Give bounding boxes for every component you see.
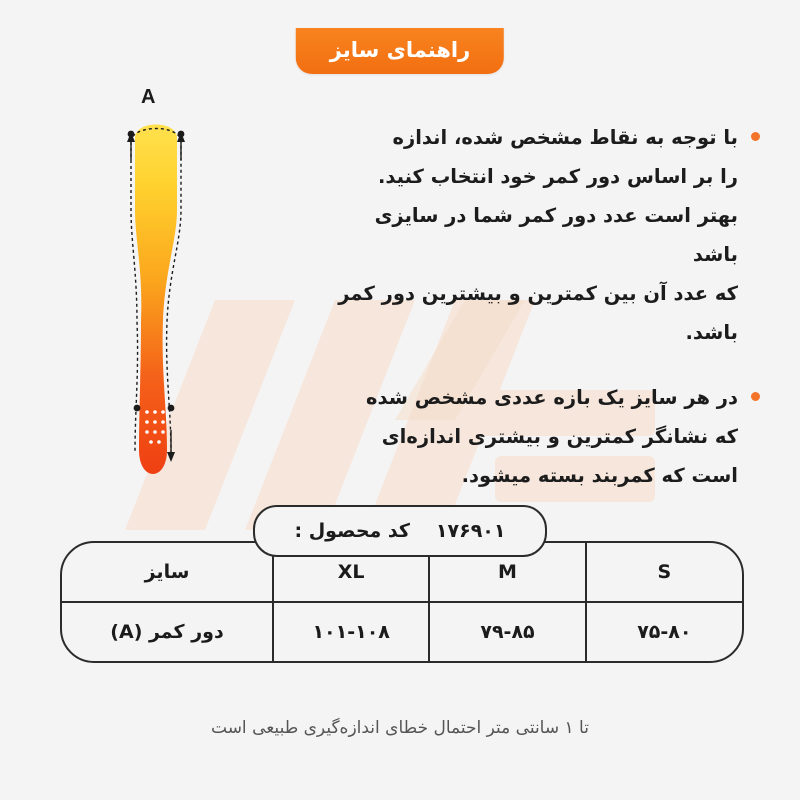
- bullet-1-line-5: باشد.: [685, 321, 738, 344]
- bullet-1-line-1: با توجه به نقاط مشخص شده، اندازه: [392, 126, 738, 149]
- instructions-list: [334, 118, 764, 521]
- bullet-1-line-3: بهتر است عدد دور کمر شما در سایزی باشد: [374, 204, 738, 266]
- measure-point-label-a: A: [141, 86, 156, 108]
- bullet-1-line-4: که عدد آن بین کمترین و بیشترین دور کمر: [338, 282, 738, 305]
- waist-row-label: دور کمر (A): [62, 602, 273, 661]
- bullet-2-line-2: که نشانگر کمترین و بیشتری اندازه‌ای: [381, 425, 738, 448]
- waist-value-m: ۷۹-۸۵: [429, 602, 585, 661]
- belt-shape-icon: [95, 90, 225, 510]
- list-item: [334, 378, 764, 495]
- size-header-label: سایز: [62, 543, 273, 602]
- waist-value-xl: ۱۰۱-۱۰۸: [273, 602, 429, 661]
- table-row: [62, 602, 742, 661]
- bullet-1-line-2: را بر اساس دور کمر خود انتخاب کنید.: [377, 165, 738, 188]
- belt-illustration: [95, 86, 225, 510]
- size-header-m: M: [429, 543, 585, 602]
- size-table: [60, 541, 744, 663]
- page-title: راهنمای سایز: [296, 28, 504, 74]
- size-header-xl: XL: [273, 543, 429, 602]
- product-code-badge: [253, 505, 547, 557]
- measurement-footnote: تا ۱ سانتی متر احتمال خطای اندازه‌گیری طبیعی است: [211, 718, 589, 738]
- bullet-2-line-1: در هر سایز یک بازه عددی مشخص شده: [365, 386, 738, 409]
- waist-value-s: ۷۵-۸۰: [586, 602, 742, 661]
- product-code-label: کد محصول :: [294, 520, 410, 542]
- product-code-value: ۱۷۶۹۰۱: [435, 520, 506, 542]
- list-item: [334, 118, 764, 352]
- bullet-2-line-3: است که کمربند بسته میشود.: [461, 464, 738, 487]
- size-header-s: S: [586, 543, 742, 602]
